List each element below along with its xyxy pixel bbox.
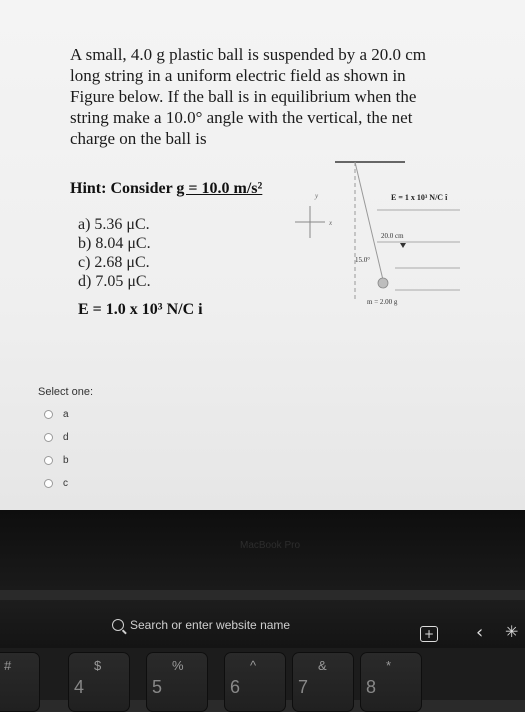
key-symbol: & — [318, 658, 327, 673]
brand-label: MacBook Pro — [240, 540, 301, 551]
key-number: 7 — [298, 677, 309, 697]
key-5[interactable] — [146, 652, 208, 712]
radio-button[interactable] — [44, 433, 53, 442]
axis-x-label: x — [329, 219, 333, 227]
answer-choice: d) 7.05 μC. — [78, 273, 151, 290]
question-text — [70, 44, 465, 149]
length-label: 20.0 cm — [381, 232, 404, 240]
arrow-icon — [400, 243, 406, 248]
key-symbol: % — [172, 658, 184, 673]
mass-label: m = 2.00 g — [367, 298, 398, 306]
field-statement: E = 1.0 x 10³ N/C i — [78, 301, 203, 318]
answer-choice: b) 8.04 μC. — [78, 235, 151, 252]
new-tab-icon[interactable]: + — [420, 626, 438, 642]
key-8[interactable] — [360, 652, 422, 712]
question-line: charge on the ball is — [70, 129, 207, 148]
select-one-label: Select one: — [38, 386, 94, 398]
option-label: a — [63, 409, 69, 420]
question-line: A small, 4.0 g plastic ball is suspended by a 20.0 cm — [70, 45, 427, 64]
key-symbol: * — [386, 658, 392, 673]
answer-choice: c) 2.68 μC. — [78, 254, 150, 271]
touchbar-search[interactable] — [112, 613, 412, 637]
key-number: 8 — [366, 677, 377, 697]
question-line: long string in a uniform electric field as shown in — [70, 66, 406, 85]
radio-button[interactable] — [44, 410, 53, 419]
option-d[interactable] — [44, 432, 69, 443]
option-label: c — [63, 478, 68, 489]
ball — [378, 278, 388, 288]
angle-label: 15.0° — [355, 256, 371, 264]
figure-diagram — [285, 150, 485, 320]
search-icon — [112, 619, 124, 631]
key-symbol: $ — [94, 658, 102, 673]
answer-choices — [78, 215, 151, 291]
search-placeholder: Search or enter website name — [130, 618, 291, 632]
hint-label: Hint: Consider — [70, 180, 173, 197]
option-b[interactable] — [44, 455, 69, 466]
radio-button[interactable] — [44, 456, 53, 465]
key-7[interactable] — [292, 652, 354, 712]
axis-y-label: y — [315, 192, 319, 200]
physics-figure — [285, 150, 485, 320]
key-number: 6 — [230, 677, 241, 697]
key-number: 5 — [152, 677, 163, 697]
chevron-left-icon[interactable]: ‹ — [476, 622, 484, 643]
radio-button[interactable] — [44, 479, 53, 488]
hint — [70, 180, 262, 198]
option-c[interactable] — [44, 478, 68, 489]
question-line: Figure below. If the ball is in equilibrium when the — [70, 87, 417, 106]
hint-gravity: g = 10.0 m/s² — [176, 180, 263, 197]
option-label: d — [63, 432, 69, 443]
key-symbol: ^ — [250, 658, 257, 673]
option-a[interactable] — [44, 409, 69, 420]
key-symbol: # — [4, 658, 12, 673]
question-line: string make a 10.0° angle with the vertical, the net — [70, 108, 413, 127]
field-label: E = 1 x 10³ N/C î — [391, 193, 448, 202]
brightness-icon[interactable]: ✳ — [505, 622, 519, 641]
key-4[interactable] — [68, 652, 130, 712]
key-3[interactable] — [0, 652, 40, 712]
key-6[interactable] — [224, 652, 286, 712]
answer-choice: a) 5.36 μC. — [78, 216, 150, 233]
key-number: 4 — [74, 677, 85, 697]
option-label: b — [63, 455, 69, 466]
